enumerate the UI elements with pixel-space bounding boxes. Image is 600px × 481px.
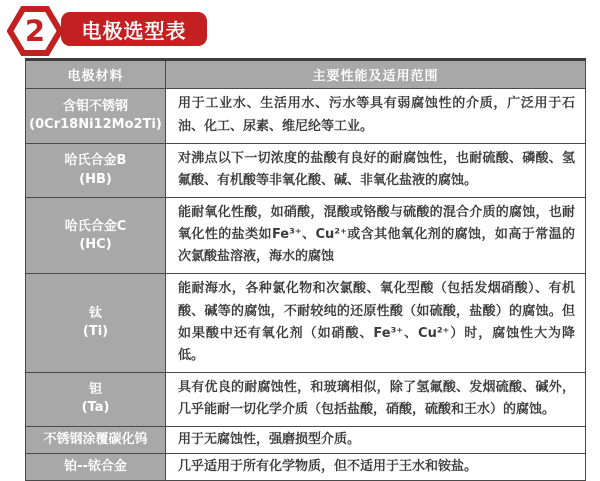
- performance-cell: 能耐氧化性酸，如硝酸，混酸或铬酸与硫酸的混合介质的腐蚀，也耐氧化性的盐类如Fe³⁺、Cu²⁺或含其他氧化剂的腐蚀，如高于常温的次氯酸盐溶液，海水的腐蚀: [166, 198, 586, 274]
- material-name: 哈氏合金C: [64, 218, 127, 234]
- material-name: 哈氏合金B: [64, 153, 127, 169]
- column-header-performance: 主要性能及适用范围: [166, 60, 586, 89]
- material-cell: [26, 274, 166, 372]
- material-code: (Ti): [82, 324, 109, 340]
- page-header: [0, 0, 600, 57]
- table-header-row: [26, 60, 586, 89]
- performance-cell: 用于无腐蚀性，强磨损型介质。: [166, 427, 586, 454]
- material-cell: [26, 198, 166, 274]
- material-cell: [26, 454, 166, 481]
- material-cell: [26, 372, 166, 426]
- badge-number: 2: [24, 14, 46, 48]
- material-cell: [26, 144, 166, 198]
- material-code: (0Cr18Ni12Mo2Ti): [29, 117, 162, 132]
- material-name: 钛: [88, 305, 102, 321]
- number-badge-hexagon-icon: [7, 3, 63, 59]
- table-row: [26, 372, 586, 426]
- material-name: 钽: [88, 382, 102, 398]
- performance-cell: 用于工业水、生活用水、污水等具有弱腐蚀性的介质，广泛用于石油、化工、尿素、维尼纶等工业。: [166, 89, 586, 144]
- material-code: (HC): [79, 236, 112, 252]
- material-name: 铂--铱合金: [64, 459, 127, 475]
- table-row: [26, 198, 586, 274]
- performance-cell: 具有优良的耐腐蚀性，和玻璃相似，除了氢氟酸、发烟硫酸、碱外，几乎能耐一切化学介质（包括盐酸，硝酸，硫酸和王水）的腐蚀。: [166, 372, 586, 426]
- material-name: 不锈钢涂覆碳化钨: [43, 431, 148, 447]
- table-row: [26, 274, 586, 372]
- material-cell: [26, 89, 166, 144]
- column-header-material: 电极材料: [26, 60, 166, 89]
- performance-cell: 几乎适用于所有化学物质，但不适用于王水和铵盐。: [166, 454, 586, 481]
- electrode-selection-table: [25, 58, 586, 481]
- performance-cell: 对沸点以下一切浓度的盐酸有良好的耐腐蚀性，也耐硫酸、磷酸、氢氟酸、有机酸等非氧化酸、碱、非氧化盐液的腐蚀。: [166, 144, 586, 198]
- material-code: (Ta): [81, 400, 110, 416]
- performance-cell: 能耐海水，各种氯化物和次氯酸、氧化型酸（包括发烟硝酸）、有机酸、碱等的腐蚀，不耐较纯的还原性酸（如硫酸，盐酸）的腐蚀。但如果酸中还有氧化剂（如硝酸、Fe³⁺、Cu²⁺）时，腐蚀性大为降低。: [166, 274, 586, 372]
- material-code: (HB): [79, 171, 112, 187]
- table-row: [26, 89, 586, 144]
- table-row: [26, 454, 586, 481]
- table-row: [26, 144, 586, 198]
- material-name: 含钼不锈钢: [62, 98, 128, 114]
- page-title: 电极选型表: [61, 12, 207, 46]
